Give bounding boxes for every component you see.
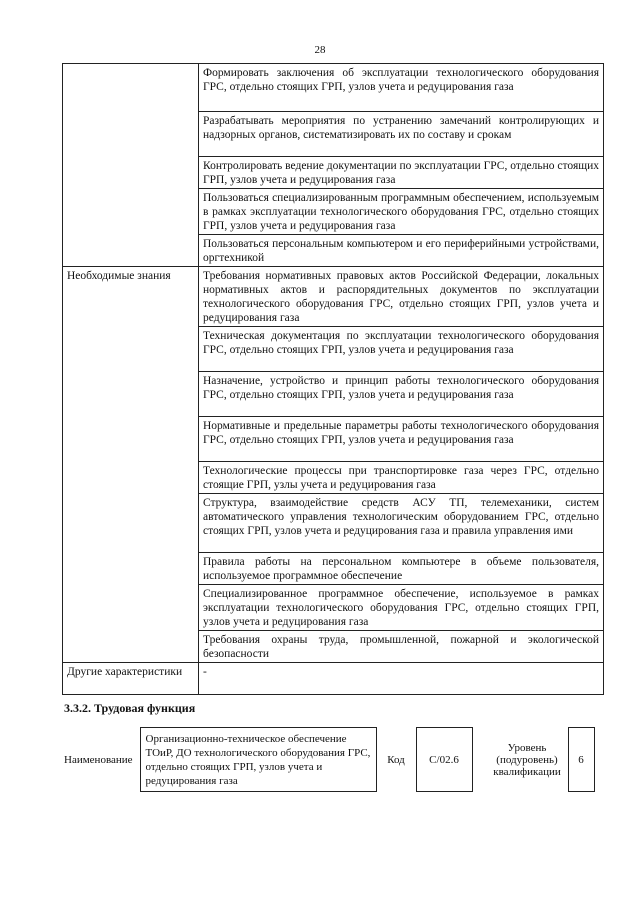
row-text: Техническая документация по эксплуатации технологического оборудования ГРС, отдельно стоящих ГРП, узлов учета и редуцирования газа bbox=[199, 327, 604, 372]
row-text: Назначение, устройство и принцип работы технологического оборудования ГРС, отдельно стоящих ГРП, узлов учета и редуцирования газа bbox=[199, 372, 604, 417]
row-text: Технологические процессы при транспортировке газа через ГРС, отдельно стоящие ГРП, узлы учета и редуцирования газа bbox=[199, 462, 604, 494]
row-category bbox=[63, 553, 199, 585]
row-category bbox=[63, 235, 199, 267]
row-text: Контролировать ведение документации по эксплуатации ГРС, отдельно стоящих ГРП, узлов учета и редуцирования газа bbox=[199, 157, 604, 189]
row-category: Необходимые знания bbox=[63, 267, 199, 327]
table-row bbox=[63, 235, 604, 267]
row-text: Формировать заключения об эксплуатации технологического оборудования ГРС, отдельно стоящих ГРП, узлов учета и редуцирования газа bbox=[199, 64, 604, 112]
table-row bbox=[63, 585, 604, 631]
table-row bbox=[63, 494, 604, 553]
name-label: Наименование bbox=[64, 753, 133, 766]
level-label: Уровень (подуровень) квалификации bbox=[493, 741, 561, 778]
row-text: Специализированное программное обеспечение, используемое в рамках эксплуатации технологического оборудования ГРС, отдельно стоящих ГРП, узлов учета и редуцирования газа bbox=[199, 585, 604, 631]
row-text: - bbox=[199, 663, 604, 695]
table-row bbox=[63, 189, 604, 235]
table-row bbox=[63, 372, 604, 417]
row-category bbox=[63, 327, 199, 372]
table-row bbox=[63, 462, 604, 494]
row-category bbox=[63, 462, 199, 494]
row-category bbox=[63, 372, 199, 417]
table-row bbox=[63, 112, 604, 157]
row-category bbox=[63, 189, 199, 235]
row-category bbox=[63, 157, 199, 189]
row-text: Разрабатывать мероприятия по устранению замечаний контролирующих и надзорных органов, систематизировать их по составу и срокам bbox=[199, 112, 604, 157]
labor-function-table bbox=[64, 727, 595, 792]
table-row bbox=[63, 417, 604, 462]
function-name: Организационно-техническое обеспечение ТОиР, ДО технологического оборудования ГРС, отдельно стоящих ГРП, узлов учета и редуцирования газа bbox=[140, 728, 376, 792]
row-text: Структура, взаимодействие средств АСУ ТП, телемеханики, систем автоматического управления технологическим оборудованием ГРС, отдельно стоящих ГРП, узлов учета и редуцирования газа и правила управления ими bbox=[199, 494, 604, 553]
row-text: Требования нормативных правовых актов Российской Федерации, локальных нормативных актов и распорядительных документов по эксплуатации технологического оборудования ГРС, отдельно стоящих ГРП, узлов учета и редуцирования газа bbox=[199, 267, 604, 327]
row-text: Пользоваться специализированным программным обеспечением, используемым в рамках эксплуатации технологического оборудования ГРС, отдельно стоящих ГРП, узлов учета и редуцирования газа bbox=[199, 189, 604, 235]
row-text: Правила работы на персональном компьютере в объеме пользователя, используемое программное обеспечение bbox=[199, 553, 604, 585]
table-row bbox=[63, 64, 604, 112]
row-text: Нормативные и предельные параметры работы технологического оборудования ГРС, отдельно стоящих ГРП, узлов учета и редуцирования газа bbox=[199, 417, 604, 462]
table-row bbox=[63, 267, 604, 327]
row-category: Другие характеристики bbox=[63, 663, 199, 695]
section-title: 3.3.2. Трудовая функция bbox=[64, 701, 196, 715]
table-row bbox=[63, 663, 604, 695]
skills-table bbox=[62, 63, 604, 695]
row-category bbox=[63, 64, 199, 112]
row-category bbox=[63, 494, 199, 553]
table-row bbox=[63, 327, 604, 372]
code-label: Код bbox=[387, 753, 405, 766]
row-text: Пользоваться персональным компьютером и его периферийными устройствами, оргтехникой bbox=[199, 235, 604, 267]
page-number: 28 bbox=[314, 44, 326, 56]
row-category bbox=[63, 112, 199, 157]
row-category bbox=[63, 585, 199, 631]
row-category bbox=[63, 631, 199, 663]
table-row bbox=[63, 553, 604, 585]
row-category bbox=[63, 417, 199, 462]
row-text: Требования охраны труда, промышленной, пожарной и экологической безопасности bbox=[199, 631, 604, 663]
table-row bbox=[63, 157, 604, 189]
function-code: С/02.6 bbox=[416, 728, 472, 792]
qualification-level: 6 bbox=[568, 728, 594, 792]
table-row bbox=[63, 631, 604, 663]
